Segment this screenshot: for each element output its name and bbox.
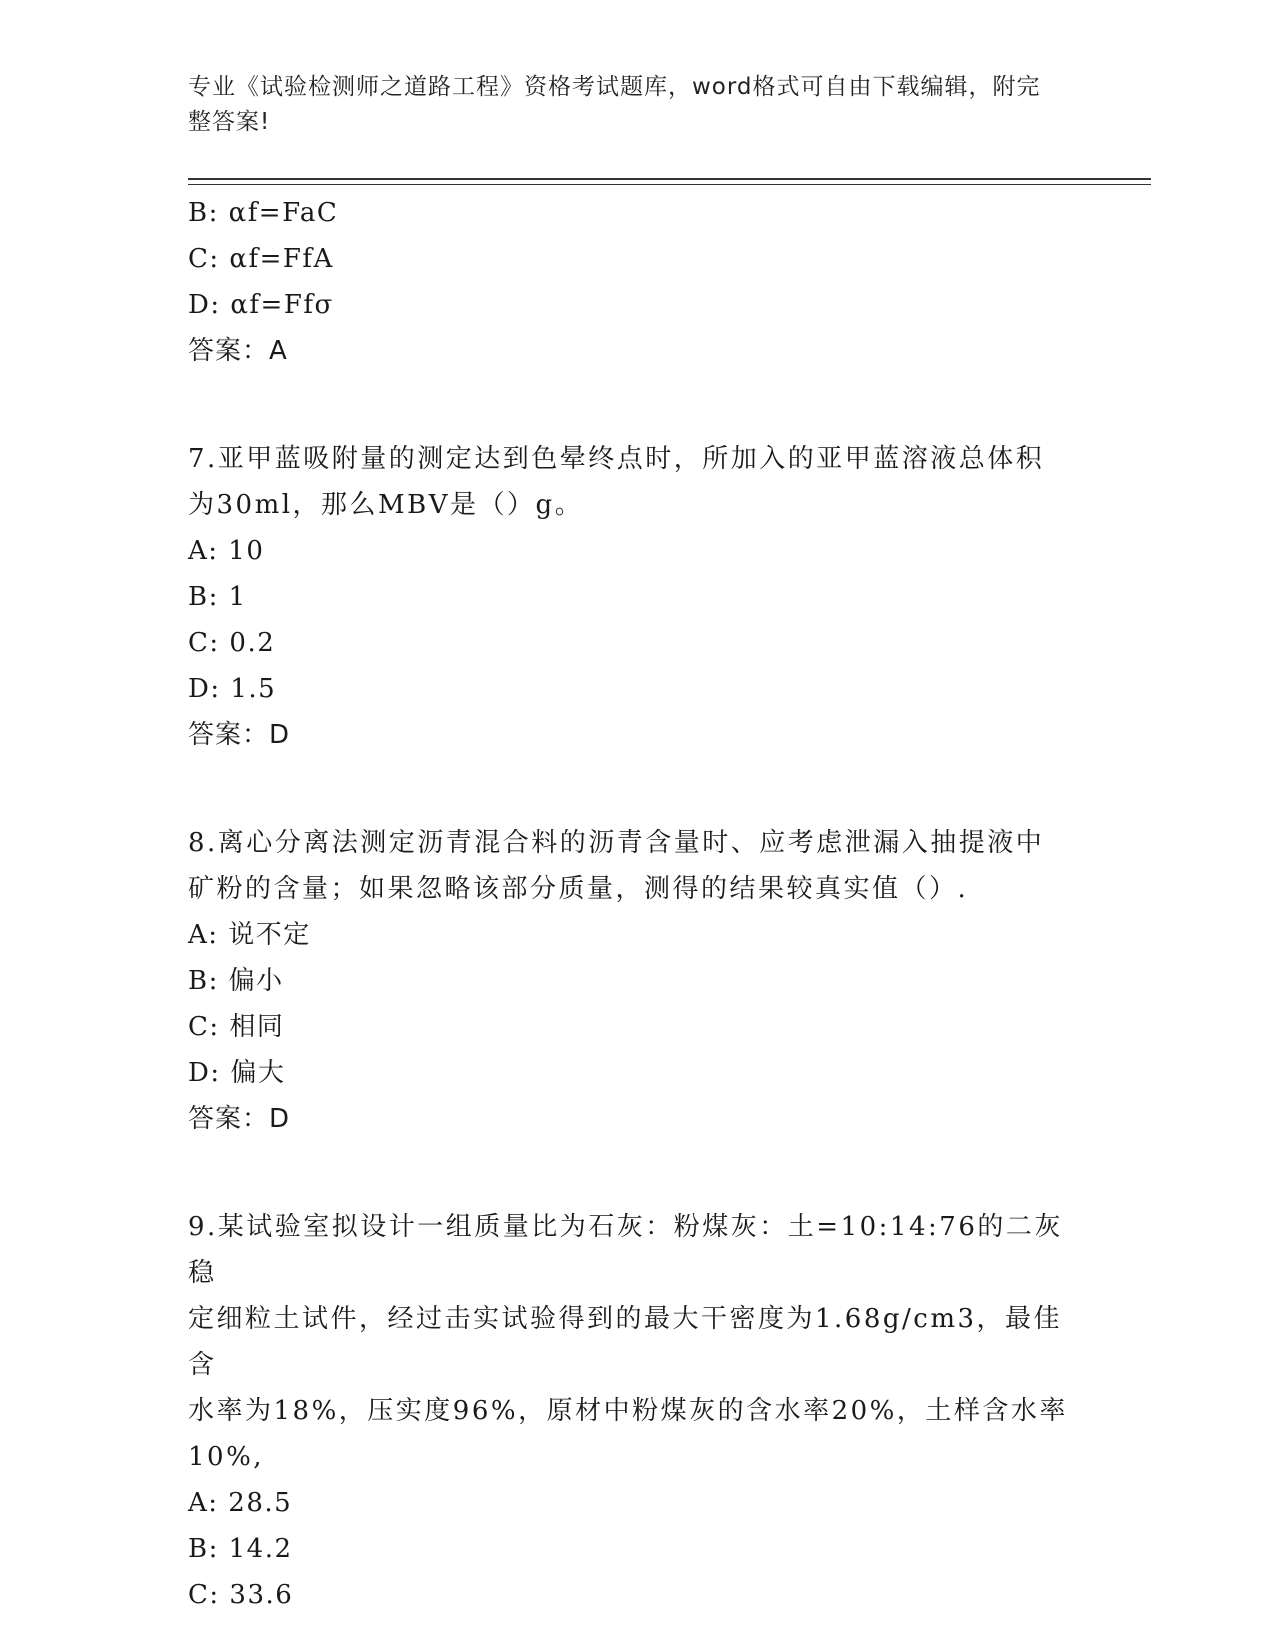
- question-text-line: 矿粉的含量；如果忽略该部分质量，测得的结果较真实值（）.: [188, 874, 969, 904]
- answer: 答案：D: [188, 720, 291, 750]
- option-c: C: 0.2: [188, 628, 276, 658]
- option-d: D: 1.5: [188, 674, 277, 704]
- question-text-line: 7.亚甲蓝吸附量的测定达到色晕终点时，所加入的亚甲蓝溶液总体积: [188, 444, 1045, 474]
- header-line-2: 整答案!: [188, 109, 271, 135]
- option-a: A: 10: [188, 536, 265, 566]
- question-text-line: 9.某试验室拟设计一组质量比为石灰：粉煤灰：土=10:14:76的二灰稳: [188, 1212, 1063, 1288]
- question-6: [188, 190, 1088, 374]
- option-c: C: 33.6: [188, 1580, 294, 1610]
- question-list: [188, 190, 1088, 1618]
- question-text-line: 为30ml，那么MBV是（）g。: [188, 490, 584, 520]
- option-a: A: 28.5: [188, 1488, 293, 1518]
- question-8: [188, 820, 1088, 1142]
- header-line-1: 专业《试验检测师之道路工程》资格考试题库，word格式可自由下载编辑，附完: [188, 74, 1041, 100]
- option-c: C: αf=FfA: [188, 244, 334, 274]
- header-rule-thin: [188, 184, 1151, 185]
- question-9: [188, 1204, 1088, 1618]
- answer: 答案：A: [188, 336, 288, 366]
- option-a: A: 说不定: [188, 920, 311, 950]
- option-c: C: 相同: [188, 1012, 285, 1042]
- question-text-line: 8.离心分离法测定沥青混合料的沥青含量时、应考虑泄漏入抽提液中: [188, 828, 1045, 858]
- page-header: [188, 70, 1068, 140]
- option-d: D: αf=Ffσ: [188, 290, 334, 320]
- option-b: B: 偏小: [188, 966, 284, 996]
- answer: 答案：D: [188, 1104, 291, 1134]
- header-rule-thick: [188, 178, 1151, 180]
- option-d: D: 偏大: [188, 1058, 286, 1088]
- option-b: B: αf=FaC: [188, 198, 339, 228]
- option-b: B: 1: [188, 582, 247, 612]
- option-b: B: 14.2: [188, 1534, 293, 1564]
- question-text-line: 定细粒土试件，经过击实试验得到的最大干密度为1.68g/cm3，最佳含: [188, 1304, 1063, 1380]
- question-text-line: 10%,: [188, 1442, 265, 1472]
- question-text-line: 水率为18%，压实度96%，原材中粉煤灰的含水率20%，土样含水率: [188, 1396, 1068, 1426]
- question-7: [188, 436, 1088, 758]
